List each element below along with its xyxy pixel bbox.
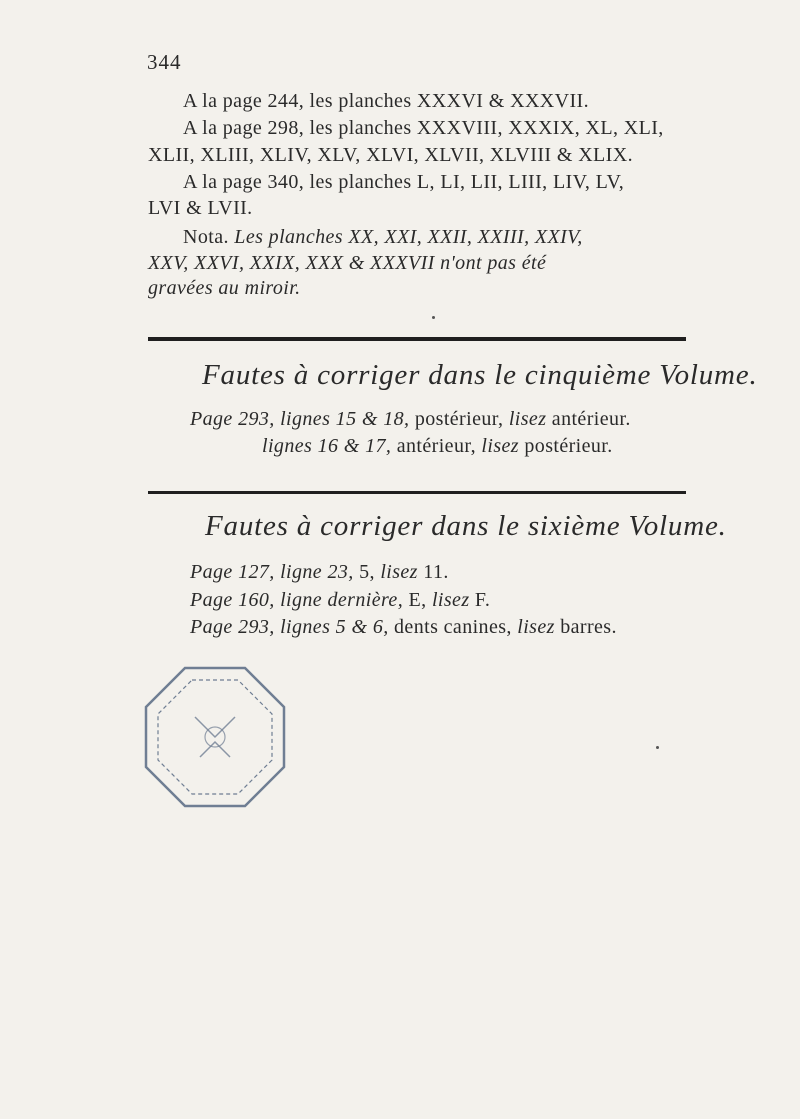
nota-line-1	[183, 226, 583, 249]
plates-line-1: A la page 244, les planches XXXVI & XXXVII.	[183, 90, 589, 112]
entry-fix: F.	[474, 589, 491, 611]
plates-line-4: A la page 340, les planches L, LI, LII, LIII, LIV, LV,	[183, 171, 625, 193]
entry-lisez: lisez	[380, 561, 418, 583]
entry-text: antérieur,	[396, 435, 477, 457]
plates-line-5: LVI & LVII.	[148, 197, 253, 219]
section6-heading: Fautes à corriger dans le sixième Volume.	[205, 510, 727, 542]
entry-text: 5,	[359, 561, 375, 583]
entry-lisez: lisez	[431, 589, 470, 611]
library-stamp	[140, 662, 290, 812]
ink-speck	[432, 316, 435, 319]
entry-text: postérieur,	[414, 408, 504, 430]
entry-ref: Page 160, ligne dernière,	[190, 589, 404, 611]
entry-text: E,	[408, 589, 427, 611]
section5-heading: Fautes à corriger dans le cinquième Volume.	[202, 359, 758, 391]
entry-ref: Page 293, lignes 15 & 18,	[190, 408, 410, 430]
divider-rule-2	[148, 491, 686, 494]
section5-entry-1	[190, 408, 631, 431]
entry-fix: postérieur.	[524, 435, 613, 457]
divider-rule-1	[148, 337, 686, 341]
section6-entry-1	[190, 561, 449, 584]
entry-fix: 11.	[423, 561, 449, 583]
entry-text: dents canines,	[394, 616, 512, 638]
entry-ref: Page 293, lignes 5 & 6,	[190, 616, 389, 638]
nota-text-1: Les planches XX, XXI, XXII, XXIII, XXIV,	[234, 226, 583, 248]
page-number: 344	[147, 50, 182, 74]
section6-entry-3	[190, 616, 617, 639]
plates-line-3: XLII, XLIII, XLIV, XLV, XLVI, XLVII, XLVIII & XLIX.	[148, 144, 633, 166]
entry-fix: barres.	[560, 616, 617, 638]
section5-entry-2	[262, 435, 613, 458]
section6-entry-2	[190, 589, 490, 612]
nota-line-3: gravées au miroir.	[148, 277, 301, 299]
nota-line-2: XXV, XXVI, XXIX, XXX & XXXVII n'ont pas été	[148, 252, 547, 274]
entry-ref: Page 127, ligne 23,	[190, 561, 354, 583]
nota-label: Nota.	[183, 226, 229, 248]
entry-lisez: lisez	[517, 616, 555, 638]
entry-ref: lignes 16 & 17,	[262, 435, 392, 457]
ink-speck	[656, 746, 659, 749]
entry-lisez: lisez	[508, 408, 547, 430]
entry-lisez: lisez	[481, 435, 519, 457]
entry-fix: antérieur.	[551, 408, 631, 430]
plates-line-2: A la page 298, les planches XXXVIII, XXXIX, XL, XLI,	[183, 117, 664, 139]
